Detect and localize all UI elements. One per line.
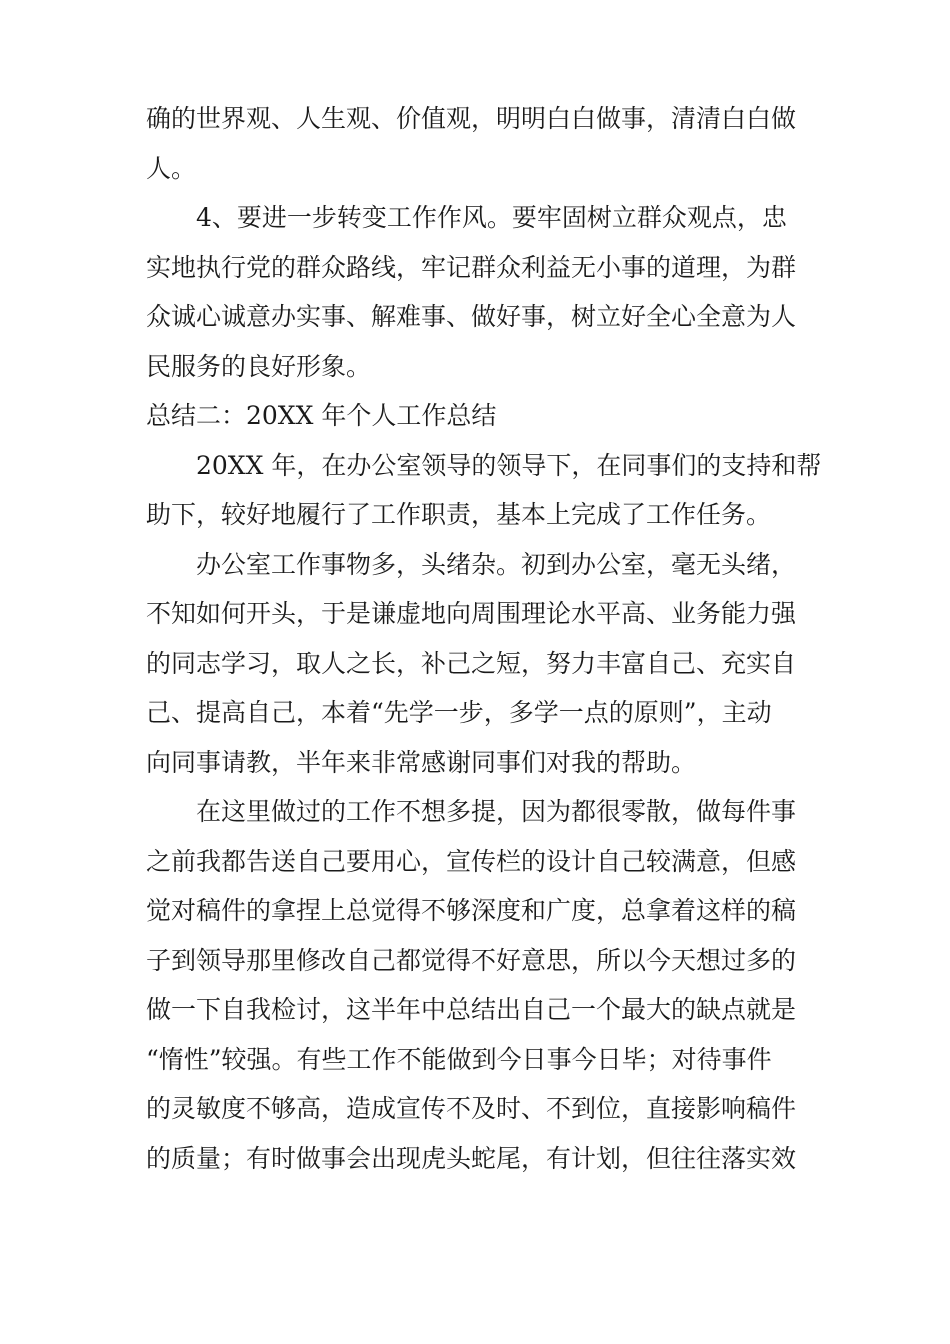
text-line: 办公室工作事物多，头绪杂。初到办公室，毫无头绪， xyxy=(196,549,797,579)
text-line: 20XX 年，在办公室领导的领导下，在同事们的支持和帮 xyxy=(196,450,822,480)
text-line: 之前我都告送自己要用心，宣传栏的设计自己较满意，但感 xyxy=(146,846,797,876)
section-heading: 总结二：20XX 年个人工作总结 xyxy=(146,401,497,430)
text-line: “惰性”较强。有些工作不能做到今日事今日毕；对待事件 xyxy=(146,1044,772,1074)
text-line: 做一下自我检讨，这半年中总结出自己一个最大的缺点就是 xyxy=(146,995,797,1024)
text-line: 实地执行党的群众路线，牢记群众利益无小事的道理，为群 xyxy=(146,252,797,282)
text-line: 在这里做过的工作不想多提，因为都很零散，做每件事 xyxy=(196,797,797,826)
text-line: 的灵敏度不够高，造成宣传不及时、不到位，直接影响稿件 xyxy=(146,1094,797,1123)
text-line: 己、提高自己，本着“先学一步，多学一点的原则”，主动 xyxy=(146,698,772,727)
text-line: 子到领导那里修改自己都觉得不好意思，所以今天想过多的 xyxy=(146,945,797,975)
text-line: 确的世界观、人生观、价值观，明明白白做事，清清白白做 xyxy=(146,104,797,133)
document-body xyxy=(146,94,822,1183)
text-line: 人。 xyxy=(146,153,197,183)
text-line: 的质量；有时做事会出现虎头蛇尾，有计划，但往往落实效 xyxy=(146,1143,797,1173)
text-line: 民服务的良好形象。 xyxy=(146,351,372,381)
text-line: 向同事请教，半年来非常感谢同事们对我的帮助。 xyxy=(146,747,697,777)
text-line: 4、要进一步转变工作作风。要牢固树立群众观点，忠 xyxy=(196,203,787,232)
text-line: 众诚心诚意办实事、解难事、做好事，树立好全心全意为人 xyxy=(146,302,797,331)
text-line: 的同志学习，取人之长，补己之短，努力丰富自己、充实自 xyxy=(146,648,797,678)
text-line: 觉对稿件的拿捏上总觉得不够深度和广度，总拿着这样的稿 xyxy=(146,896,797,925)
text-line: 助下，较好地履行了工作职责，基本上完成了工作任务。 xyxy=(146,500,772,529)
text-line: 不知如何开头，于是谦虚地向周围理论水平高、业务能力强 xyxy=(146,599,797,628)
